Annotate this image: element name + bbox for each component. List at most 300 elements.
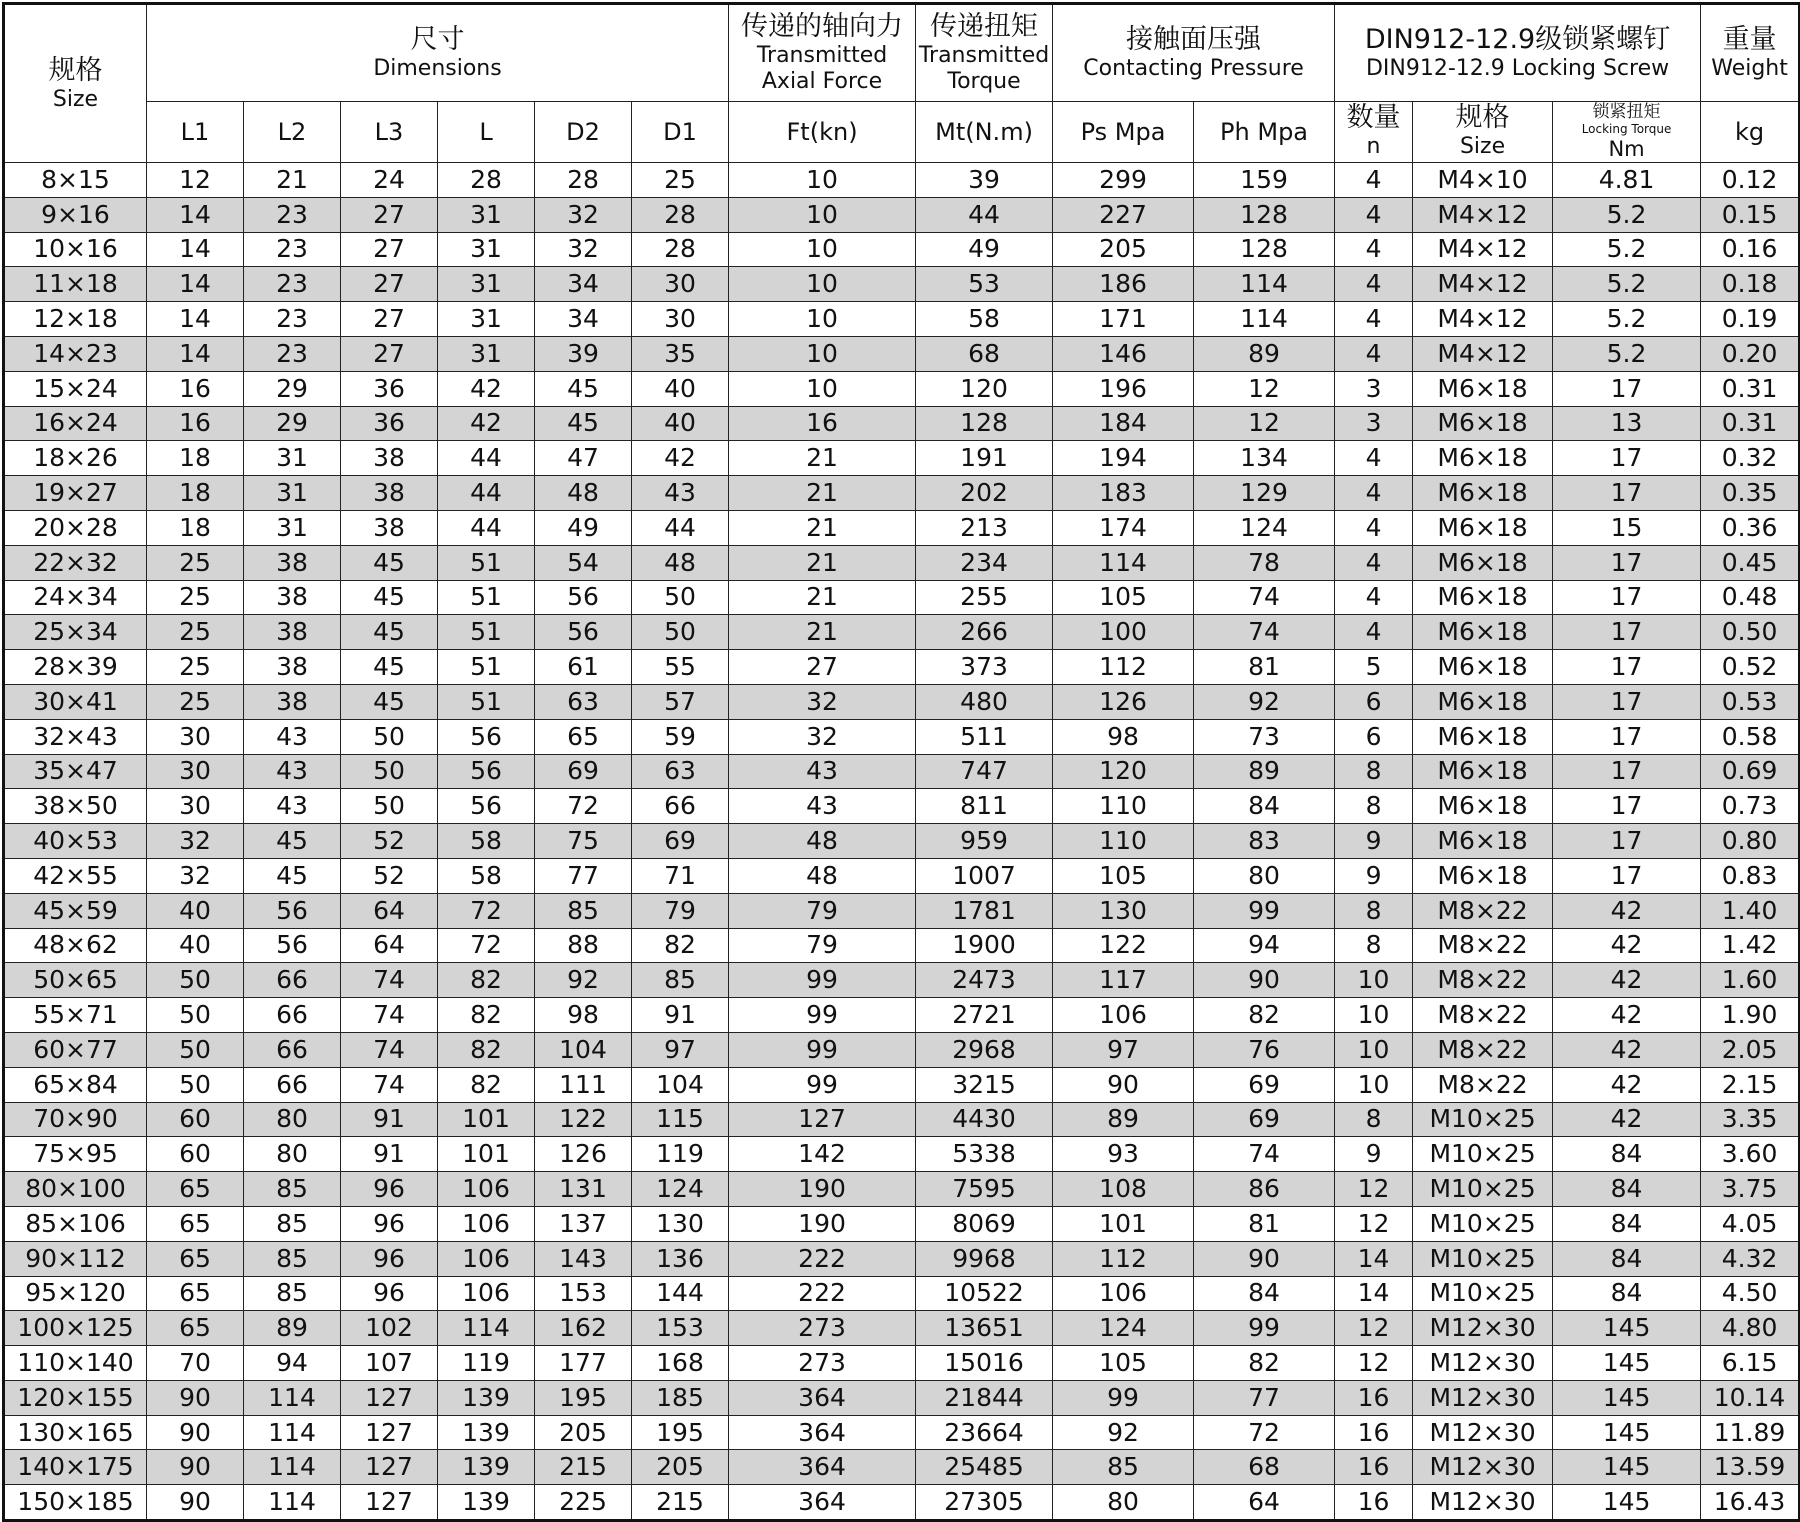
cell-ps: 108 — [1053, 1172, 1194, 1207]
cell-screw-qty: 4 — [1335, 197, 1413, 232]
cell-l: 42 — [438, 371, 535, 406]
cell-l2: 114 — [244, 1450, 341, 1485]
cell-l3: 74 — [341, 963, 438, 998]
cell-d1: 43 — [632, 476, 729, 511]
table-row — [4, 858, 1800, 893]
cell-screw-size: M12×30 — [1413, 1346, 1553, 1381]
cell-l: 56 — [438, 719, 535, 754]
cell-d2: 56 — [535, 580, 632, 615]
cell-weight: 0.52 — [1701, 650, 1800, 685]
cell-size: 50×65 — [4, 963, 147, 998]
cell-l: 72 — [438, 928, 535, 963]
cell-l3: 74 — [341, 1067, 438, 1102]
cell-l3: 52 — [341, 824, 438, 859]
cell-size: 80×100 — [4, 1172, 147, 1207]
cell-d2: 177 — [535, 1346, 632, 1381]
cell-screw-size: M6×18 — [1413, 858, 1553, 893]
cell-axial-force: 48 — [729, 824, 916, 859]
cell-screw-qty: 16 — [1335, 1485, 1413, 1521]
cell-screw-torque: 42 — [1553, 1067, 1701, 1102]
cell-l3: 24 — [341, 163, 438, 198]
cell-screw-qty: 4 — [1335, 163, 1413, 198]
table-row — [4, 163, 1800, 198]
cell-axial-force: 21 — [729, 476, 916, 511]
cell-l3: 74 — [341, 1032, 438, 1067]
cell-d2: 75 — [535, 824, 632, 859]
cell-screw-size: M8×22 — [1413, 998, 1553, 1033]
cell-axial-force: 99 — [729, 1032, 916, 1067]
cell-size: 130×165 — [4, 1415, 147, 1450]
cell-d2: 48 — [535, 476, 632, 511]
cell-screw-torque: 5.2 — [1553, 336, 1701, 371]
cell-ps: 171 — [1053, 302, 1194, 337]
table-row — [4, 963, 1800, 998]
cell-d1: 168 — [632, 1346, 729, 1381]
cell-axial-force: 222 — [729, 1241, 916, 1276]
table-row — [4, 1067, 1800, 1102]
cell-axial-force: 10 — [729, 163, 916, 198]
cell-axial-force: 10 — [729, 336, 916, 371]
cell-ps: 299 — [1053, 163, 1194, 198]
header-mt-unit: Mt(N.m) — [916, 102, 1053, 163]
cell-d2: 143 — [535, 1241, 632, 1276]
table-row — [4, 371, 1800, 406]
cell-ph: 76 — [1194, 1032, 1335, 1067]
cell-d1: 57 — [632, 684, 729, 719]
cell-ph: 12 — [1194, 406, 1335, 441]
cell-l3: 127 — [341, 1380, 438, 1415]
cell-ps: 174 — [1053, 510, 1194, 545]
cell-l: 51 — [438, 615, 535, 650]
cell-screw-size: M10×25 — [1413, 1102, 1553, 1137]
header-d1: D1 — [632, 102, 729, 163]
cell-torque: 811 — [916, 789, 1053, 824]
cell-l2: 66 — [244, 1067, 341, 1102]
cell-l1: 30 — [147, 719, 244, 754]
cell-l2: 45 — [244, 824, 341, 859]
cell-screw-qty: 10 — [1335, 998, 1413, 1033]
cell-screw-size: M4×10 — [1413, 163, 1553, 198]
cell-ps: 130 — [1053, 893, 1194, 928]
cell-l: 119 — [438, 1346, 535, 1381]
cell-l: 114 — [438, 1311, 535, 1346]
cell-screw-qty: 4 — [1335, 336, 1413, 371]
cell-ph: 114 — [1194, 302, 1335, 337]
cell-weight: 1.40 — [1701, 893, 1800, 928]
cell-screw-qty: 8 — [1335, 893, 1413, 928]
cell-ps: 89 — [1053, 1102, 1194, 1137]
cell-l1: 25 — [147, 650, 244, 685]
cell-size: 55×71 — [4, 998, 147, 1033]
cell-weight: 0.35 — [1701, 476, 1800, 511]
cell-ph: 99 — [1194, 1311, 1335, 1346]
cell-ph: 99 — [1194, 893, 1335, 928]
cell-d2: 54 — [535, 545, 632, 580]
cell-ph: 12 — [1194, 371, 1335, 406]
cell-l2: 85 — [244, 1206, 341, 1241]
cell-l: 58 — [438, 858, 535, 893]
cell-d1: 144 — [632, 1276, 729, 1311]
cell-weight: 0.48 — [1701, 580, 1800, 615]
cell-d2: 131 — [535, 1172, 632, 1207]
cell-l1: 32 — [147, 858, 244, 893]
cell-l: 139 — [438, 1485, 535, 1521]
header-l3: L3 — [341, 102, 438, 163]
cell-l: 56 — [438, 789, 535, 824]
cell-weight: 13.59 — [1701, 1450, 1800, 1485]
cell-screw-torque: 42 — [1553, 998, 1701, 1033]
cell-l3: 27 — [341, 232, 438, 267]
cell-l: 51 — [438, 545, 535, 580]
table-row — [4, 1346, 1800, 1381]
cell-l: 31 — [438, 267, 535, 302]
cell-d2: 49 — [535, 510, 632, 545]
cell-ps: 194 — [1053, 441, 1194, 476]
cell-ps: 105 — [1053, 1346, 1194, 1381]
cell-ps: 196 — [1053, 371, 1194, 406]
cell-screw-torque: 17 — [1553, 615, 1701, 650]
cell-torque: 10522 — [916, 1276, 1053, 1311]
header-weight-unit: kg — [1701, 102, 1800, 163]
cell-l1: 90 — [147, 1380, 244, 1415]
cell-d1: 85 — [632, 963, 729, 998]
cell-l: 106 — [438, 1172, 535, 1207]
cell-weight: 1.42 — [1701, 928, 1800, 963]
cell-weight: 0.50 — [1701, 615, 1800, 650]
cell-torque: 25485 — [916, 1450, 1053, 1485]
cell-screw-size: M12×30 — [1413, 1415, 1553, 1450]
cell-ph: 92 — [1194, 684, 1335, 719]
cell-weight: 3.60 — [1701, 1137, 1800, 1172]
cell-l2: 31 — [244, 476, 341, 511]
table-row — [4, 719, 1800, 754]
cell-screw-qty: 6 — [1335, 719, 1413, 754]
cell-l3: 64 — [341, 893, 438, 928]
cell-d1: 63 — [632, 754, 729, 789]
cell-d1: 55 — [632, 650, 729, 685]
table-row — [4, 1032, 1800, 1067]
cell-size: 30×41 — [4, 684, 147, 719]
cell-screw-qty: 9 — [1335, 824, 1413, 859]
cell-axial-force: 364 — [729, 1450, 916, 1485]
cell-weight: 0.19 — [1701, 302, 1800, 337]
cell-l: 42 — [438, 406, 535, 441]
cell-screw-torque: 84 — [1553, 1276, 1701, 1311]
cell-l2: 89 — [244, 1311, 341, 1346]
table-row — [4, 302, 1800, 337]
cell-d2: 34 — [535, 302, 632, 337]
cell-l3: 64 — [341, 928, 438, 963]
cell-l1: 40 — [147, 928, 244, 963]
cell-weight: 0.36 — [1701, 510, 1800, 545]
cell-l1: 32 — [147, 824, 244, 859]
table-row — [4, 1137, 1800, 1172]
cell-screw-qty: 12 — [1335, 1172, 1413, 1207]
cell-size: 10×16 — [4, 232, 147, 267]
cell-weight: 0.15 — [1701, 197, 1800, 232]
cell-d1: 82 — [632, 928, 729, 963]
table-row — [4, 1485, 1800, 1521]
cell-axial-force: 32 — [729, 684, 916, 719]
cell-ph: 82 — [1194, 998, 1335, 1033]
cell-l1: 14 — [147, 267, 244, 302]
cell-l: 106 — [438, 1276, 535, 1311]
cell-torque: 8069 — [916, 1206, 1053, 1241]
cell-d2: 88 — [535, 928, 632, 963]
cell-l: 44 — [438, 510, 535, 545]
cell-weight: 3.35 — [1701, 1102, 1800, 1137]
cell-weight: 0.12 — [1701, 163, 1800, 198]
cell-axial-force: 190 — [729, 1206, 916, 1241]
cell-d1: 42 — [632, 441, 729, 476]
header-locking-screw: DIN912-12.9级锁紧螺钉 DIN912-12.9 Locking Screw — [1335, 4, 1701, 102]
table-row — [4, 197, 1800, 232]
cell-weight: 0.53 — [1701, 684, 1800, 719]
cell-l3: 127 — [341, 1450, 438, 1485]
cell-weight: 0.31 — [1701, 371, 1800, 406]
cell-axial-force: 99 — [729, 1067, 916, 1102]
cell-l2: 23 — [244, 197, 341, 232]
cell-l: 31 — [438, 232, 535, 267]
cell-l2: 43 — [244, 719, 341, 754]
cell-size: 110×140 — [4, 1346, 147, 1381]
table-row — [4, 893, 1800, 928]
cell-d2: 122 — [535, 1102, 632, 1137]
cell-l2: 85 — [244, 1241, 341, 1276]
cell-l: 82 — [438, 963, 535, 998]
cell-screw-torque: 4.81 — [1553, 163, 1701, 198]
cell-l1: 90 — [147, 1450, 244, 1485]
header-screw-torque: 锁紧扭矩 Locking Torque Nm — [1553, 102, 1701, 163]
cell-screw-qty: 10 — [1335, 1067, 1413, 1102]
cell-d1: 28 — [632, 232, 729, 267]
cell-axial-force: 32 — [729, 719, 916, 754]
cell-l: 82 — [438, 1067, 535, 1102]
cell-d1: 195 — [632, 1415, 729, 1450]
cell-screw-torque: 145 — [1553, 1311, 1701, 1346]
cell-screw-torque: 5.2 — [1553, 232, 1701, 267]
cell-d1: 185 — [632, 1380, 729, 1415]
cell-d1: 124 — [632, 1172, 729, 1207]
table-row — [4, 406, 1800, 441]
cell-l3: 27 — [341, 267, 438, 302]
cell-ph: 72 — [1194, 1415, 1335, 1450]
cell-d1: 79 — [632, 893, 729, 928]
cell-screw-qty: 9 — [1335, 858, 1413, 893]
cell-torque: 7595 — [916, 1172, 1053, 1207]
cell-l: 51 — [438, 580, 535, 615]
cell-screw-size: M6×18 — [1413, 371, 1553, 406]
cell-d1: 40 — [632, 406, 729, 441]
table-row — [4, 1380, 1800, 1415]
cell-torque: 202 — [916, 476, 1053, 511]
cell-screw-torque: 17 — [1553, 441, 1701, 476]
cell-screw-size: M12×30 — [1413, 1380, 1553, 1415]
cell-axial-force: 79 — [729, 928, 916, 963]
cell-ps: 205 — [1053, 232, 1194, 267]
cell-l1: 65 — [147, 1276, 244, 1311]
cell-screw-size: M12×30 — [1413, 1311, 1553, 1346]
cell-l3: 45 — [341, 580, 438, 615]
cell-d1: 104 — [632, 1067, 729, 1102]
cell-screw-qty: 4 — [1335, 615, 1413, 650]
cell-ph: 69 — [1194, 1067, 1335, 1102]
cell-l2: 114 — [244, 1380, 341, 1415]
cell-screw-torque: 42 — [1553, 893, 1701, 928]
cell-screw-torque: 17 — [1553, 545, 1701, 580]
cell-l3: 127 — [341, 1415, 438, 1450]
cell-d2: 61 — [535, 650, 632, 685]
cell-l2: 66 — [244, 963, 341, 998]
cell-screw-qty: 16 — [1335, 1415, 1413, 1450]
cell-screw-size: M8×22 — [1413, 963, 1553, 998]
cell-screw-torque: 17 — [1553, 684, 1701, 719]
cell-torque: 959 — [916, 824, 1053, 859]
cell-ps: 100 — [1053, 615, 1194, 650]
cell-l1: 40 — [147, 893, 244, 928]
cell-weight: 0.32 — [1701, 441, 1800, 476]
cell-ph: 89 — [1194, 336, 1335, 371]
cell-axial-force: 127 — [729, 1102, 916, 1137]
cell-l2: 66 — [244, 1032, 341, 1067]
cell-torque: 58 — [916, 302, 1053, 337]
cell-torque: 255 — [916, 580, 1053, 615]
cell-weight: 0.83 — [1701, 858, 1800, 893]
cell-screw-torque: 5.2 — [1553, 267, 1701, 302]
cell-axial-force: 10 — [729, 197, 916, 232]
cell-screw-size: M6×18 — [1413, 650, 1553, 685]
cell-ps: 85 — [1053, 1450, 1194, 1485]
cell-axial-force: 273 — [729, 1346, 916, 1381]
cell-size: 28×39 — [4, 650, 147, 685]
header-ft-unit: Ft(kn) — [729, 102, 916, 163]
cell-l3: 45 — [341, 684, 438, 719]
cell-ps: 124 — [1053, 1311, 1194, 1346]
cell-ph: 114 — [1194, 267, 1335, 302]
header-l2: L2 — [244, 102, 341, 163]
cell-d2: 56 — [535, 615, 632, 650]
cell-axial-force: 21 — [729, 441, 916, 476]
cell-l3: 36 — [341, 371, 438, 406]
cell-screw-qty: 4 — [1335, 232, 1413, 267]
cell-l3: 96 — [341, 1276, 438, 1311]
cell-torque: 44 — [916, 197, 1053, 232]
cell-l1: 25 — [147, 684, 244, 719]
cell-ps: 120 — [1053, 754, 1194, 789]
cell-axial-force: 364 — [729, 1415, 916, 1450]
cell-screw-torque: 145 — [1553, 1450, 1701, 1485]
cell-ps: 146 — [1053, 336, 1194, 371]
cell-size: 19×27 — [4, 476, 147, 511]
cell-ps: 99 — [1053, 1380, 1194, 1415]
cell-screw-size: M12×30 — [1413, 1485, 1553, 1521]
cell-screw-size: M6×18 — [1413, 545, 1553, 580]
cell-screw-torque: 17 — [1553, 789, 1701, 824]
cell-weight: 2.15 — [1701, 1067, 1800, 1102]
table-row — [4, 580, 1800, 615]
cell-l: 44 — [438, 441, 535, 476]
cell-torque: 747 — [916, 754, 1053, 789]
cell-d2: 28 — [535, 163, 632, 198]
cell-l3: 50 — [341, 754, 438, 789]
cell-l: 139 — [438, 1450, 535, 1485]
cell-screw-size: M8×22 — [1413, 893, 1553, 928]
cell-d2: 47 — [535, 441, 632, 476]
cell-weight: 0.20 — [1701, 336, 1800, 371]
cell-l1: 25 — [147, 615, 244, 650]
cell-axial-force: 99 — [729, 963, 916, 998]
cell-torque: 2473 — [916, 963, 1053, 998]
cell-d2: 39 — [535, 336, 632, 371]
table-row — [4, 1172, 1800, 1207]
cell-d2: 45 — [535, 406, 632, 441]
header-ps-unit: Ps Mpa — [1053, 102, 1194, 163]
cell-l1: 65 — [147, 1172, 244, 1207]
cell-l1: 14 — [147, 302, 244, 337]
cell-ph: 78 — [1194, 545, 1335, 580]
cell-weight: 16.43 — [1701, 1485, 1800, 1521]
table-row — [4, 510, 1800, 545]
cell-l1: 18 — [147, 510, 244, 545]
table-row — [4, 1102, 1800, 1137]
cell-l1: 60 — [147, 1137, 244, 1172]
cell-ph: 68 — [1194, 1450, 1335, 1485]
cell-screw-torque: 84 — [1553, 1206, 1701, 1241]
cell-ps: 110 — [1053, 824, 1194, 859]
cell-screw-size: M4×12 — [1413, 267, 1553, 302]
cell-torque: 53 — [916, 267, 1053, 302]
cell-l2: 114 — [244, 1485, 341, 1521]
cell-d2: 215 — [535, 1450, 632, 1485]
cell-size: 24×34 — [4, 580, 147, 615]
cell-ps: 106 — [1053, 1276, 1194, 1311]
cell-axial-force: 79 — [729, 893, 916, 928]
cell-l1: 18 — [147, 441, 244, 476]
cell-screw-torque: 5.2 — [1553, 197, 1701, 232]
cell-torque: 120 — [916, 371, 1053, 406]
cell-torque: 128 — [916, 406, 1053, 441]
cell-screw-torque: 17 — [1553, 650, 1701, 685]
cell-d2: 85 — [535, 893, 632, 928]
table-row — [4, 476, 1800, 511]
cell-d1: 35 — [632, 336, 729, 371]
cell-d1: 69 — [632, 824, 729, 859]
cell-l3: 45 — [341, 545, 438, 580]
cell-ph: 159 — [1194, 163, 1335, 198]
cell-ps: 126 — [1053, 684, 1194, 719]
cell-ps: 112 — [1053, 650, 1194, 685]
cell-weight: 4.05 — [1701, 1206, 1800, 1241]
cell-screw-qty: 12 — [1335, 1206, 1413, 1241]
cell-l1: 50 — [147, 998, 244, 1033]
cell-ph: 129 — [1194, 476, 1335, 511]
cell-l: 51 — [438, 684, 535, 719]
cell-l2: 56 — [244, 928, 341, 963]
table-row — [4, 754, 1800, 789]
table-row — [4, 824, 1800, 859]
cell-screw-size: M6×18 — [1413, 824, 1553, 859]
cell-torque: 213 — [916, 510, 1053, 545]
cell-size: 85×106 — [4, 1206, 147, 1241]
cell-l: 101 — [438, 1102, 535, 1137]
cell-l1: 16 — [147, 371, 244, 406]
cell-axial-force: 99 — [729, 998, 916, 1033]
cell-l3: 27 — [341, 336, 438, 371]
cell-axial-force: 190 — [729, 1172, 916, 1207]
cell-screw-size: M10×25 — [1413, 1137, 1553, 1172]
cell-l2: 38 — [244, 545, 341, 580]
cell-l: 31 — [438, 336, 535, 371]
